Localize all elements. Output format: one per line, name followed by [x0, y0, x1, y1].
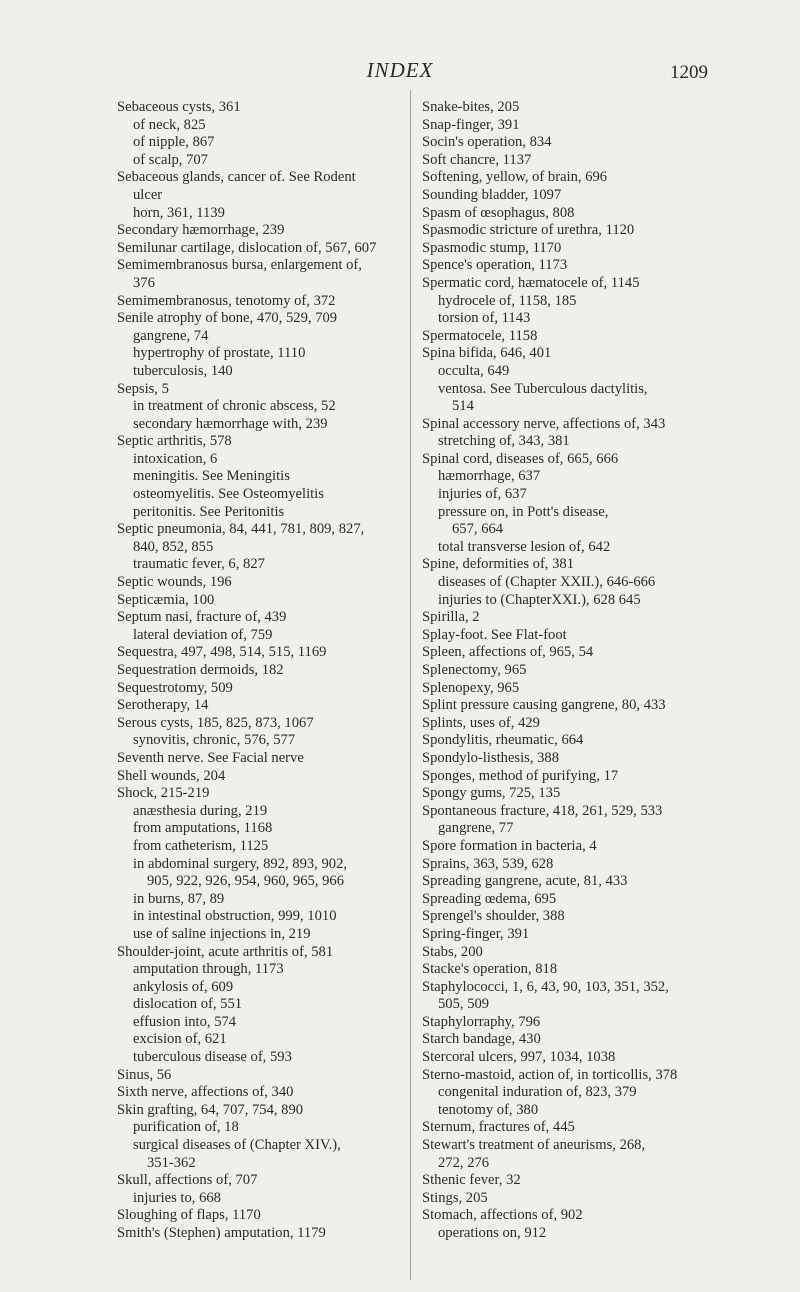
index-subentry: amputation through, 1173: [133, 961, 284, 978]
index-entry: Semimembranosus bursa, enlargement of,: [117, 257, 362, 274]
index-entry: Skull, affections of, 707: [117, 1172, 258, 1189]
index-entry: Spongy gums, 725, 135: [422, 785, 561, 802]
index-subentry: 351-362: [147, 1154, 196, 1171]
index-subentry: gangrene, 77: [438, 820, 514, 837]
index-entry: Sthenic fever, 32: [422, 1172, 521, 1189]
index-entry: Sepsis, 5: [117, 380, 169, 397]
index-subentry: hydrocele of, 1158, 185: [438, 292, 577, 309]
index-subentry: stretching of, 343, 381: [438, 433, 570, 450]
index-subentry: osteomyelitis. See Osteomyelitis: [133, 486, 324, 503]
index-subentry: gangrene, 74: [133, 327, 209, 344]
index-subentry: operations on, 912: [438, 1225, 547, 1241]
index-subentry: in abdominal surgery, 892, 893, 902,: [133, 855, 348, 872]
index-subentry: hæmorrhage, 637: [438, 468, 541, 485]
index-subentry: from amputations, 1168: [133, 820, 273, 837]
page-number: 1209: [670, 62, 708, 83]
index-entry: Sixth nerve, affections of, 340: [117, 1084, 294, 1101]
index-entry: Sebaceous cysts, 361: [117, 99, 241, 115]
index-entry: Spermatic cord, hæmatocele of, 1145: [422, 274, 640, 291]
index-entry: Splint pressure causing gangrene, 80, 433: [422, 697, 666, 714]
index-entry: Spreading œdema, 695: [422, 890, 557, 907]
index-entry: Stabs, 200: [422, 943, 483, 960]
index-entry: Serotherapy, 14: [117, 697, 209, 714]
index-column-left: [117, 99, 467, 1243]
index-entry: Shell wounds, 204: [117, 767, 226, 784]
column-divider: [410, 90, 411, 1280]
index-subentry: anæsthesia during, 219: [133, 802, 268, 819]
index-entry: Sloughing of flaps, 1170: [117, 1207, 261, 1224]
index-subentry: in intestinal obstruction, 999, 1010: [133, 908, 337, 925]
index-entry: Stomach, affections of, 902: [422, 1207, 583, 1224]
index-entry: Shoulder-joint, acute arthritis of, 581: [117, 943, 334, 960]
index-entry: Spinal cord, diseases of, 665, 666: [422, 450, 619, 467]
index-entry: Sinus, 56: [117, 1066, 172, 1083]
index-entry: Soft chancre, 1137: [422, 151, 532, 168]
index-subentry: 514: [452, 398, 474, 415]
index-entry: Smith's (Stephen) amputation, 1179: [117, 1225, 326, 1241]
index-subentry: occulta, 649: [438, 362, 510, 379]
index-subentry: surgical diseases of (Chapter XIV.),: [133, 1137, 341, 1154]
index-entry: Spasmodic stricture of urethra, 1120: [422, 222, 635, 239]
index-entry: Shock, 215-219: [117, 785, 210, 802]
index-subentry: 272, 276: [438, 1154, 490, 1171]
index-entry: Septicæmia, 100: [117, 591, 215, 608]
index-entry: Splenopexy, 965: [422, 679, 520, 696]
index-entry: Spleen, affections of, 965, 54: [422, 644, 594, 661]
index-subentry: pressure on, in Pott's disease,: [438, 503, 609, 520]
index-entry: Spina bifida, 646, 401: [422, 345, 552, 362]
index-subentry: tenotomy of, 380: [438, 1101, 539, 1118]
index-subentry: 905, 922, 926, 954, 960, 965, 966: [147, 873, 345, 890]
index-subentry: horn, 361, 1139: [133, 204, 225, 221]
index-entry: Staphylorraphy, 796: [422, 1013, 541, 1030]
index-entry: Stewart's treatment of aneurisms, 268,: [422, 1137, 646, 1154]
index-entry: Sequestra, 497, 498, 514, 515, 1169: [117, 644, 327, 661]
index-entry: Spontaneous fracture, 418, 261, 529, 533: [422, 802, 663, 819]
index-entry: Stacke's operation, 818: [422, 961, 558, 978]
index-subentry: 505, 509: [438, 996, 490, 1013]
index-entry: Senile atrophy of bone, 470, 529, 709: [117, 310, 338, 327]
index-subentry: intoxication, 6: [133, 450, 218, 467]
index-entry: Spring-finger, 391: [422, 925, 530, 942]
index-subentry: tuberculous disease of, 593: [133, 1049, 292, 1066]
index-subentry: congenital induration of, 823, 379: [438, 1084, 637, 1101]
index-subentry: diseases of (Chapter XXII.), 646-666: [438, 574, 656, 591]
index-entry: Secondary hæmorrhage, 239: [117, 222, 285, 239]
index-subentry: peritonitis. See Peritonitis: [133, 503, 285, 520]
index-entry: Septic arthritis, 578: [117, 433, 232, 450]
index-entry: Splenectomy, 965: [422, 662, 527, 678]
index-entry: Staphylococci, 1, 6, 43, 90, 103, 351, 352,: [422, 978, 669, 995]
index-subentry: in burns, 87, 89: [133, 890, 225, 907]
index-entry: Spinal accessory nerve, affections of, 343: [422, 415, 666, 432]
index-subentry: of neck, 825: [133, 116, 206, 133]
index-entry: Snake-bites, 205: [422, 99, 520, 115]
index-entry: Sterno-mastoid, action of, in torticollis, 378: [422, 1066, 678, 1083]
index-entry: Sponges, method of purifying, 17: [422, 767, 619, 784]
index-subentry: tuberculosis, 140: [133, 362, 233, 379]
index-subentry: injuries to (ChapterXXI.), 628 645: [438, 591, 641, 608]
index-entry: Stings, 205: [422, 1189, 488, 1206]
index-entry: Sprains, 363, 539, 628: [422, 855, 554, 872]
index-subentry: traumatic fever, 6, 827: [133, 556, 265, 573]
index-subentry: ventosa. See Tuberculous dactylitis,: [438, 380, 648, 397]
index-subentry: use of saline injections in, 219: [133, 925, 311, 942]
index-subentry: 840, 852, 855: [133, 538, 214, 555]
index-subentry: excision of, 621: [133, 1031, 227, 1048]
index-subentry: purification of, 18: [133, 1119, 239, 1136]
index-entry: Starch bandage, 430: [422, 1031, 541, 1048]
index-subentry: ankylosis of, 609: [133, 978, 234, 995]
index-entry: Semilunar cartilage, dislocation of, 567, 607: [117, 239, 377, 256]
index-entry: Skin grafting, 64, 707, 754, 890: [117, 1101, 304, 1118]
index-entry: Spore formation in bacteria, 4: [422, 837, 597, 854]
index-entry: Spence's operation, 1173: [422, 257, 568, 274]
index-subentry: lateral deviation of, 759: [133, 626, 273, 643]
index-entry: Seventh nerve. See Facial nerve: [117, 749, 304, 766]
index-subentry: of scalp, 707: [133, 151, 208, 168]
index-entry: Splints, uses of, 429: [422, 714, 540, 731]
index-subentry: dislocation of, 551: [133, 996, 243, 1013]
index-subentry: ulcer: [133, 186, 163, 203]
index-subentry: injuries of, 637: [438, 486, 527, 503]
index-subentry: secondary hæmorrhage with, 239: [133, 415, 328, 432]
index-entry: Spasmodic stump, 1170: [422, 239, 562, 256]
index-subentry: from catheterism, 1125: [133, 837, 269, 854]
index-entry: Semimembranosus, tenotomy of, 372: [117, 292, 336, 309]
index-entry: Spasm of œsophagus, 808: [422, 204, 575, 221]
index-entry: Sequestrotomy, 509: [117, 679, 233, 696]
index-entry: Sternum, fractures of, 445: [422, 1119, 575, 1136]
index-subentry: 657, 664: [452, 521, 504, 538]
index-subentry: torsion of, 1143: [438, 310, 531, 327]
index-subentry: effusion into, 574: [133, 1013, 237, 1030]
index-subentry: hypertrophy of prostate, 1110: [133, 345, 306, 362]
index-entry: Sounding bladder, 1097: [422, 186, 562, 203]
index-entry: Sebaceous glands, cancer of. See Rodent: [117, 169, 356, 186]
index-subentry: injuries to, 668: [133, 1189, 221, 1206]
index-subentry: in treatment of chronic abscess, 52: [133, 398, 336, 415]
index-subentry: meningitis. See Meningitis: [133, 468, 290, 485]
index-entry: Softening, yellow, of brain, 696: [422, 169, 608, 186]
index-subentry: 376: [133, 274, 155, 291]
index-entry: Spirilla, 2: [422, 609, 480, 626]
index-entry: Spermatocele, 1158: [422, 327, 538, 344]
running-header-title: INDEX: [366, 58, 434, 82]
index-subentry: of nipple, 867: [133, 134, 215, 151]
index-entry: Sprengel's shoulder, 388: [422, 908, 565, 925]
index-subentry: total transverse lesion of, 642: [438, 538, 611, 555]
index-entry: Spondylitis, rheumatic, 664: [422, 732, 584, 749]
index-entry: Spreading gangrene, acute, 81, 433: [422, 873, 628, 890]
index-entry: Snap-finger, 391: [422, 116, 520, 133]
index-entry: Serous cysts, 185, 825, 873, 1067: [117, 714, 314, 731]
index-subentry: synovitis, chronic, 576, 577: [133, 732, 296, 749]
index-entry: Septic wounds, 196: [117, 574, 232, 591]
index-column-right: [422, 99, 752, 1243]
index-entry: Stercoral ulcers, 997, 1034, 1038: [422, 1049, 616, 1066]
index-entry: Socin's operation, 834: [422, 134, 552, 151]
index-entry: Septic pneumonia, 84, 441, 781, 809, 827,: [117, 521, 365, 538]
index-entry: Septum nasi, fracture of, 439: [117, 609, 287, 626]
index-entry: Splay-foot. See Flat-foot: [422, 626, 567, 643]
index-entry: Spine, deformities of, 381: [422, 556, 574, 573]
index-entry: Spondylo-listhesis, 388: [422, 749, 560, 766]
index-entry: Sequestration dermoids, 182: [117, 662, 284, 678]
